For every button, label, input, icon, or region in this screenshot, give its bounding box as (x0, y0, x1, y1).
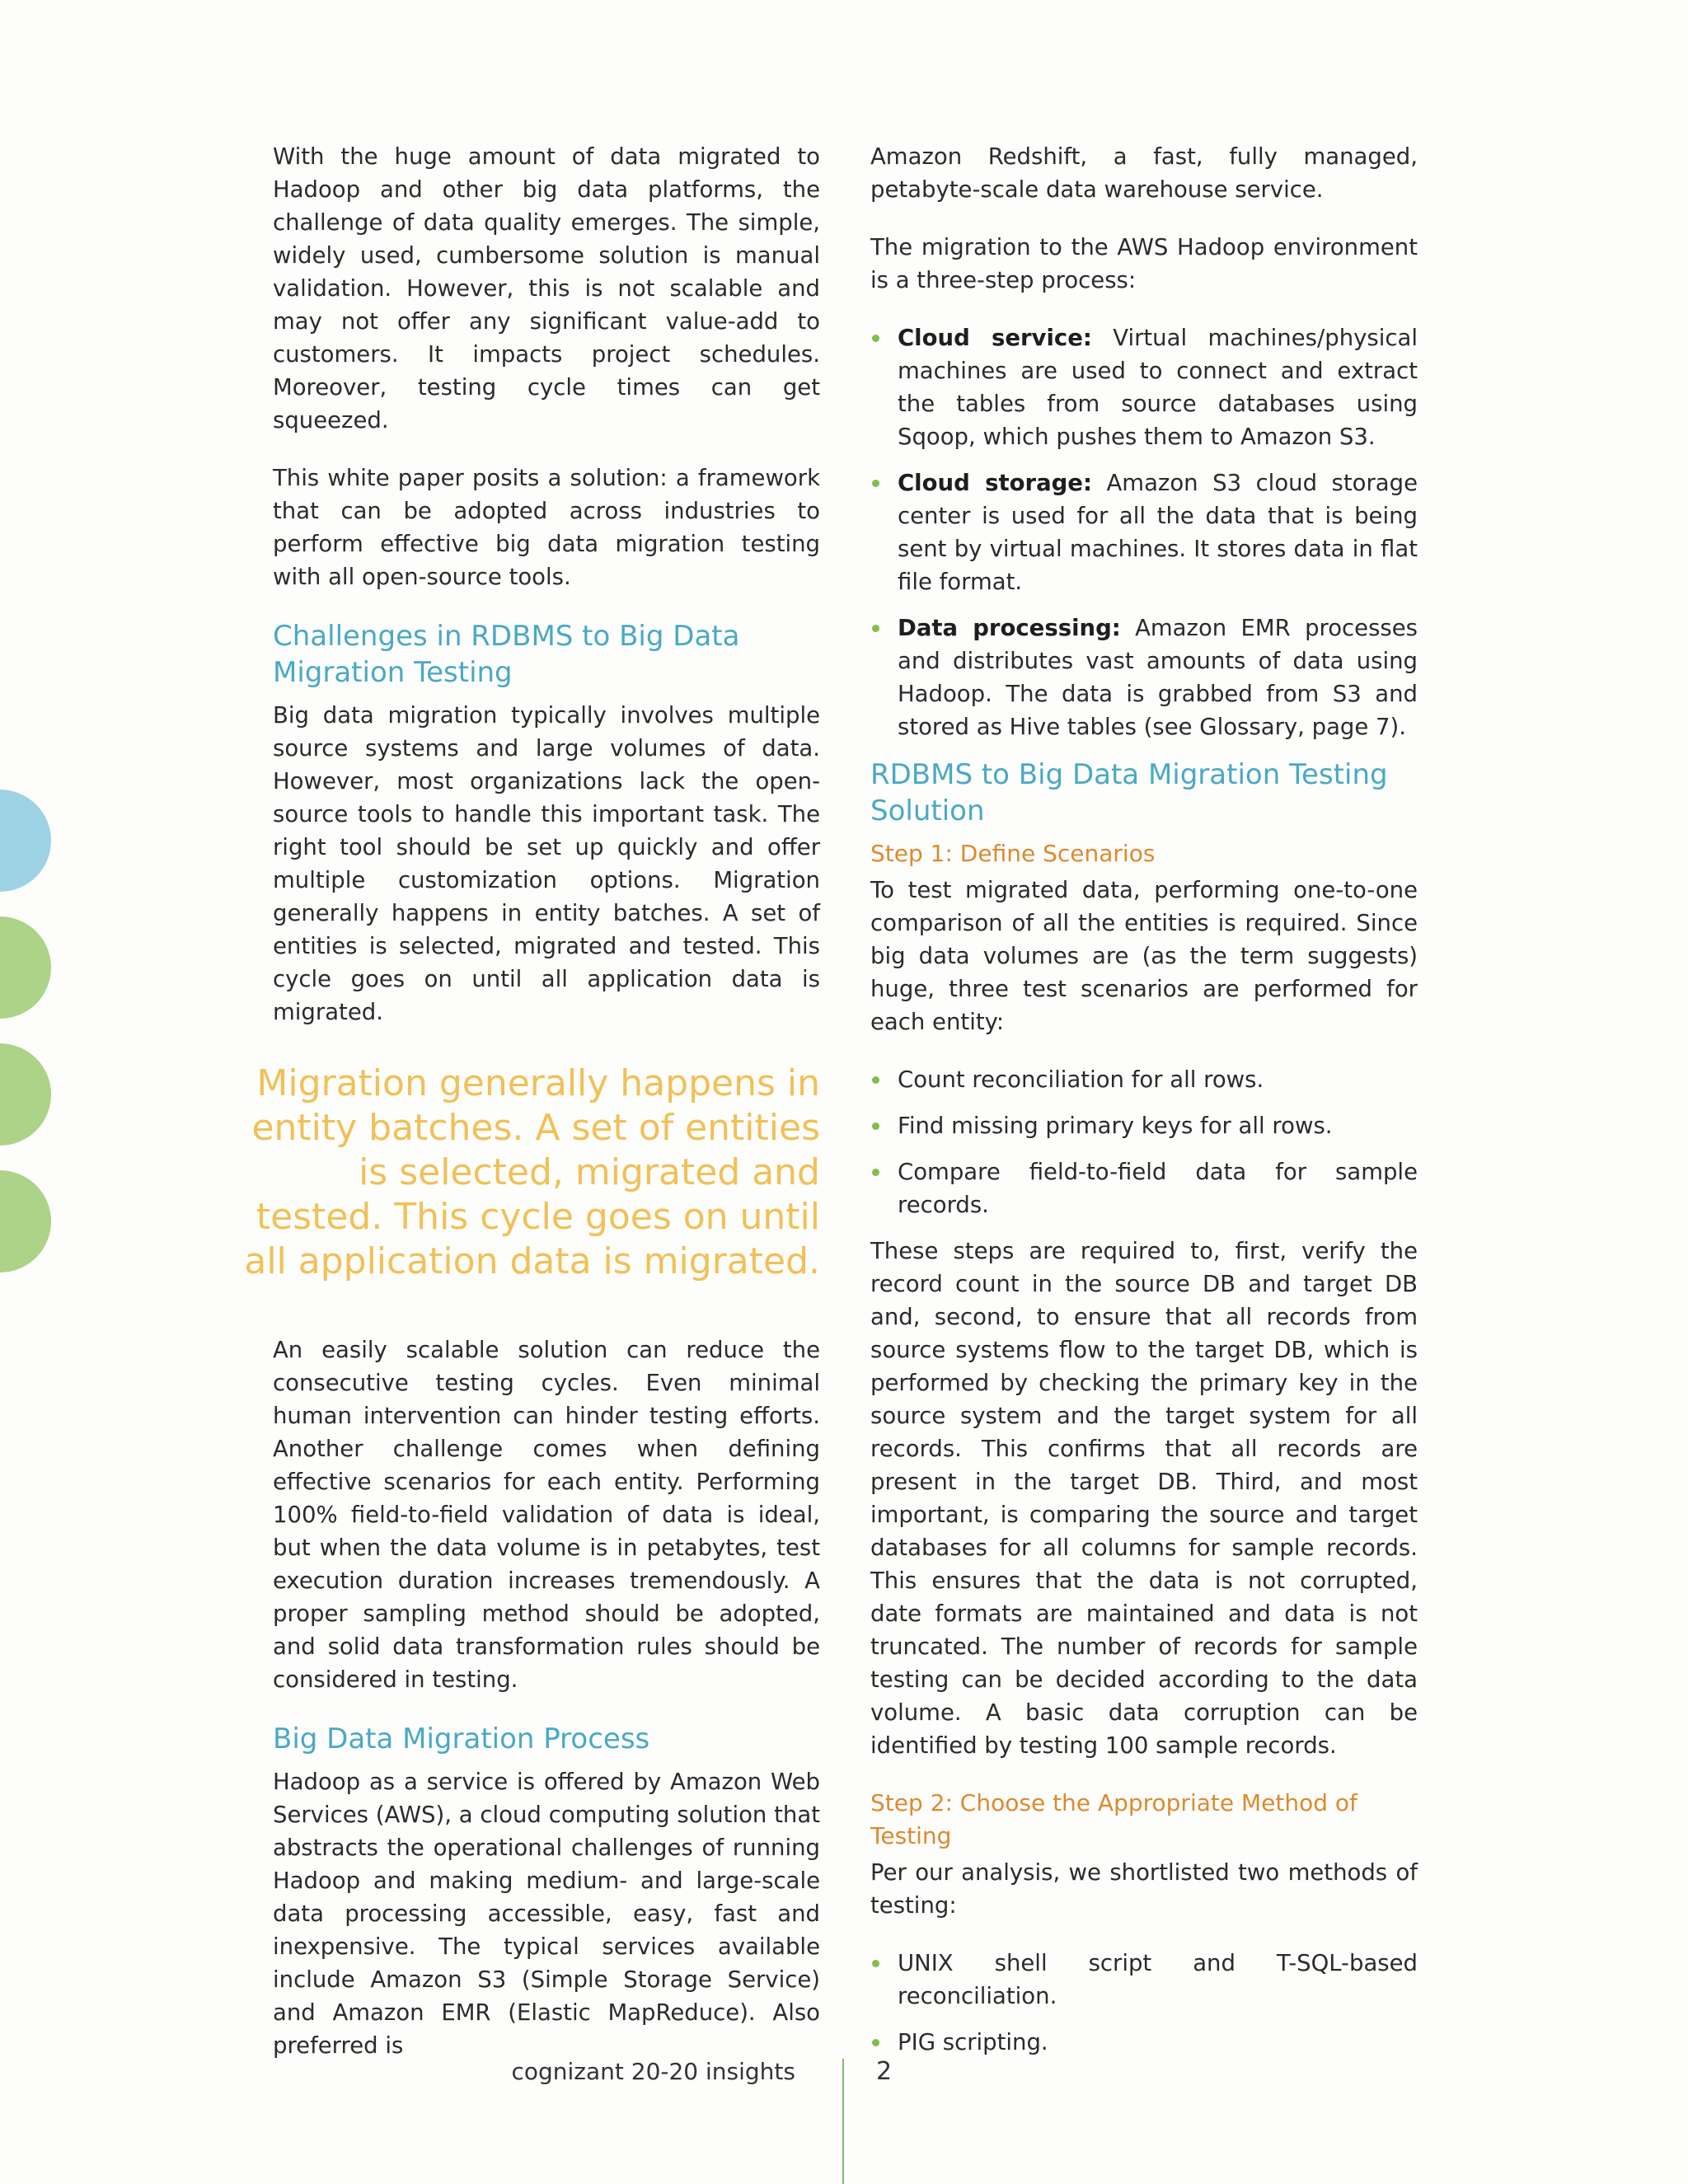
methods-list (870, 1947, 1418, 2059)
heading-migration-process: Big Data Migration Process (273, 1722, 650, 1755)
step1-paragraph: To test migrated data, performing one-to-one comparison of all the entities is required. Since big data volumes are (as the term suggests) huge, three test scenarios are performed for each entity: (870, 877, 1418, 1035)
step2-paragraph: Per our analysis, we shortlisted two methods of testing: (870, 1859, 1418, 1919)
list-item (870, 1063, 1418, 1096)
pull-quote: Migration generally happens in entity batches. A set of entities is selected, migrated and tested. This cycle goes on until all application data is migrated. (244, 1062, 820, 1282)
solution-paragraph: This white paper posits a solution: a framework that can be adopted across industries to perform effective big data migration testing with all open-source tools. (273, 465, 820, 590)
bullet-icon (872, 1169, 879, 1176)
heading-testing-solution: RDBMS to Big Data Migration Testing Solution (870, 758, 1388, 827)
list-item-text: Count reconciliation for all rows. (898, 1066, 1264, 1093)
heading-challenges: Challenges in RDBMS to Big Data Migration Testing (273, 620, 740, 689)
list-item-text: Find missing primary keys for all rows. (898, 1113, 1333, 1139)
aws-paragraph: Hadoop as a service is offered by Amazon Web Services (AWS), a cloud computing solution that abstracts the operational challenges of running Hadoop and making medium- and large-scale data processing accessible, easy, fast and inexpensive. The typical services available include Amazon S3 (Simple Storage Service) and Amazon EMR (Elastic MapReduce). Also preferred is (273, 1769, 820, 2059)
list-item-text: Virtual machines/physical machines are used to connect and extract the tables from source databases using Sqoop, which pushes them to Amazon S3. (898, 325, 1418, 450)
scenarios-list (870, 1063, 1418, 1221)
bullet-icon (872, 1076, 879, 1084)
intro-paragraph: With the huge amount of data migrated to Hadoop and other big data platforms, the challenge of data quality emerges. The simple, widely used, cumbersome solution is manual validation. However, this is not scalable and may not offer any significant value-add to customers. It impacts project schedules. Moreover, testing cycle times can get squeezed. (273, 143, 820, 434)
bullet-icon (872, 480, 879, 487)
bullet-icon (872, 1122, 879, 1130)
decorative-dot-green-2 (0, 1043, 51, 1146)
list-item (870, 321, 1418, 453)
list-item-text: Amazon EMR processes and distributes vast amounts of data using Hadoop. The data is grabbed from S3 and stored as Hive tables (see Glossary, page 7). (898, 615, 1418, 740)
list-item-text: Compare field-to-field data for sample records. (898, 1159, 1418, 1218)
steps-explanation-paragraph: These steps are required to, first, verify the record count in the source DB and target DB and, second, to ensure that all records from source systems flow to the target DB, which is performed by checking the primary key in the source system and the target system for all records. This confirms that all records are present in the target DB. Third, and most important, is comparing the source and target databases for all columns for sample records. This ensures that the data is not corrupted, date formats are maintained and data is not truncated. The number of records for sample testing can be decided according to the data volume. A basic data corruption can be identified by testing 100 sample records. (870, 1238, 1418, 1759)
scalability-paragraph: An easily scalable solution can reduce the consecutive testing cycles. Even minimal human intervention can hinder testing efforts. Another challenge comes when defining effective scenarios for each entity. Performing 100% field-to-field validation of data is ideal, but when the data volume is in petabytes, test execution duration increases tremendously. A proper sampling method should be adopted, and solid data transformation rules should be considered in testing. (273, 1337, 820, 1693)
redshift-paragraph: Amazon Redshift, a fast, fully managed, petabyte-scale data warehouse service. (870, 143, 1418, 203)
bullet-icon (872, 1960, 879, 1967)
footer-publication: cognizant 20-20 insights (511, 2058, 795, 2085)
left-column (244, 140, 820, 2087)
page-number: 2 (876, 2057, 893, 2086)
list-item (870, 2026, 1418, 2059)
bullet-icon (872, 625, 879, 632)
process-steps-list (870, 321, 1418, 743)
list-item (870, 612, 1418, 743)
bullet-icon (872, 335, 879, 342)
decorative-dot-green-3 (0, 1170, 51, 1272)
challenges-paragraph: Big data migration typically involves multiple source systems and large volumes of data. However, most organizations lack the open-source tools to handle this important task. The right tool should be set up quickly and offer multiple customization options. Migration generally happens in entity batches. A set of entities is selected, migrated and tested. This cycle goes on until all application data is migrated. (273, 702, 820, 1025)
list-item (870, 1109, 1418, 1142)
decorative-dot-green-1 (0, 916, 51, 1019)
step1-heading: Step 1: Define Scenarios (870, 840, 1156, 867)
list-item-text: PIG scripting. (898, 2029, 1048, 2055)
list-item-text: Amazon S3 cloud storage center is used for all the data that is being sent by virtual machines. It stores data in flat file format. (898, 470, 1418, 595)
step2-heading: Step 2: Choose the Appropriate Method of Testing (870, 1789, 1357, 1849)
list-item (870, 466, 1418, 598)
list-item-term: Cloud service: (898, 325, 1092, 351)
list-item (870, 1155, 1418, 1221)
list-item-term: Data processing: (898, 615, 1121, 641)
list-item-text: UNIX shell script and T-SQL-based reconciliation. (898, 1950, 1418, 2009)
footer-divider (842, 2059, 844, 2184)
bullet-icon (872, 2039, 879, 2046)
decorative-dot-blue (0, 790, 51, 892)
right-column (870, 140, 1418, 2072)
three-step-intro: The migration to the AWS Hadoop environment is a three-step process: (870, 234, 1418, 293)
list-item-term: Cloud storage: (898, 470, 1092, 496)
list-item (870, 1947, 1418, 2013)
